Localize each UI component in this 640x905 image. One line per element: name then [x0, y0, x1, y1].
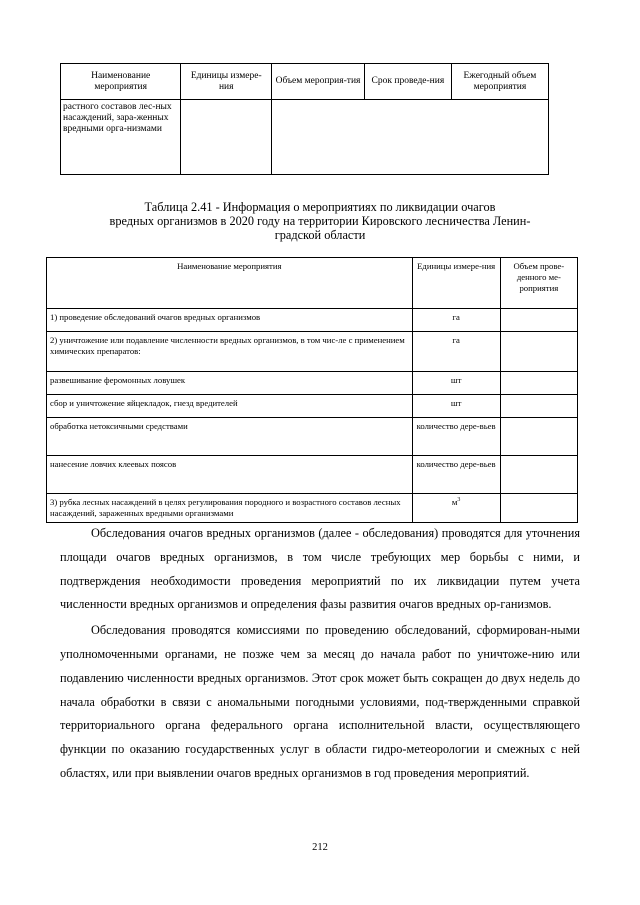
- measure-unit: количество дере-вьев: [412, 418, 500, 456]
- body-text: [60, 522, 580, 786]
- table-row: [47, 309, 578, 332]
- header-cell: Объем мероприя-тия: [272, 64, 365, 100]
- measure-name: 2) уничтожение или подавление численности вредных организмов, в том чис-ле с применением химических препаратов:: [47, 332, 413, 372]
- header-cell: Наименование мероприятия: [61, 64, 181, 100]
- measure-volume: [500, 309, 577, 332]
- measure-unit-cell: [412, 494, 500, 523]
- measure-volume: [500, 494, 577, 523]
- measure-volume: [500, 395, 577, 418]
- paragraph: Обследования проводятся комиссиями по проведению обследований, сформирован-ными уполномоченными органами, не позже чем за месяц до начала работ по уничтоже-нию или подавлению численности вредных организмов. Этот срок может быть сокращен до двух недель до начала обработки в связи с аномальными погодными условиями, под-твержденными справкой территориального органа федерального органа исполнительной власти, осуществляющего функции по оказанию государственных услуг в области гидро-метеорологии и смежных с ней областях, или при выявлении очагов вредных организмов в год проведения мероприятий.: [60, 623, 580, 780]
- measure-name: обработка нетоксичными средствами: [47, 418, 413, 456]
- table-row: [47, 332, 578, 372]
- table-row: [47, 395, 578, 418]
- table-header-row: [47, 258, 578, 309]
- table-row: [47, 372, 578, 395]
- measure-name: сбор и уничтожение яйцекладок, гнезд вредителей: [47, 395, 413, 418]
- caption-line: Таблица 2.41 - Информация о мероприятиях по ликвидации очагов: [144, 200, 496, 214]
- measure-volume: [500, 456, 577, 494]
- header-cell: Единицы измере-ния: [412, 258, 500, 309]
- table-header-row: [61, 64, 549, 100]
- caption-line: вредных организмов в 2020 году на территории Кировского лесничества Ленин-: [109, 214, 531, 228]
- measure-volume: [500, 372, 577, 395]
- table-row: [47, 456, 578, 494]
- table-row: [47, 494, 578, 523]
- measure-unit: га: [412, 309, 500, 332]
- continuation-table: [60, 63, 549, 175]
- measure-unit: количество дере-вьев: [412, 456, 500, 494]
- measure-unit: м: [451, 497, 458, 507]
- page-number: 212: [312, 842, 328, 853]
- paragraph: Обследования очагов вредных организмов (далее - обследования) проводятся для уточнения площади очагов вредных организмов, в том числе требующих мер борьбы с ними, и подтверждения необходимости проведения мероприятий по их ликвидации путем учета численности вредных организмов и определения фазы развития очагов вредных ор-ганизмов.: [60, 526, 580, 612]
- header-cell: Наименование мероприятия: [47, 258, 413, 309]
- measure-name: развешивание феромонных ловушек: [47, 372, 413, 395]
- measure-name: 1) проведение обследований очагов вредных организмов: [47, 309, 413, 332]
- table-cell: [272, 100, 549, 175]
- unit-superscript: 3: [457, 497, 461, 504]
- table-caption: [60, 200, 580, 242]
- header-cell: Ежегодный объем мероприятия: [451, 64, 548, 100]
- header-cell: Объем прове-денного ме-роприятия: [500, 258, 577, 309]
- measure-name: нанесение ловчих клеевых поясов: [47, 456, 413, 494]
- measures-table: [46, 257, 578, 523]
- measure-unit: га: [412, 332, 500, 372]
- table-row: [61, 100, 549, 175]
- measure-unit: шт: [412, 395, 500, 418]
- measure-unit: шт: [412, 372, 500, 395]
- measure-volume: [500, 332, 577, 372]
- table-row: [47, 418, 578, 456]
- measure-name: 3) рубка лесных насаждений в целях регулирования породного и возрастного составов лесных насаждений, зараженных вредными организмами: [47, 494, 413, 523]
- table-cell: растного составов лес-ных насаждений, зара-женных вредными орга-низмами: [61, 100, 181, 175]
- caption-line: градской области: [274, 228, 366, 242]
- header-cell: Единицы измере-ния: [181, 64, 272, 100]
- header-cell: Срок проведе-ния: [364, 64, 451, 100]
- table-cell: [181, 100, 272, 175]
- measure-volume: [500, 418, 577, 456]
